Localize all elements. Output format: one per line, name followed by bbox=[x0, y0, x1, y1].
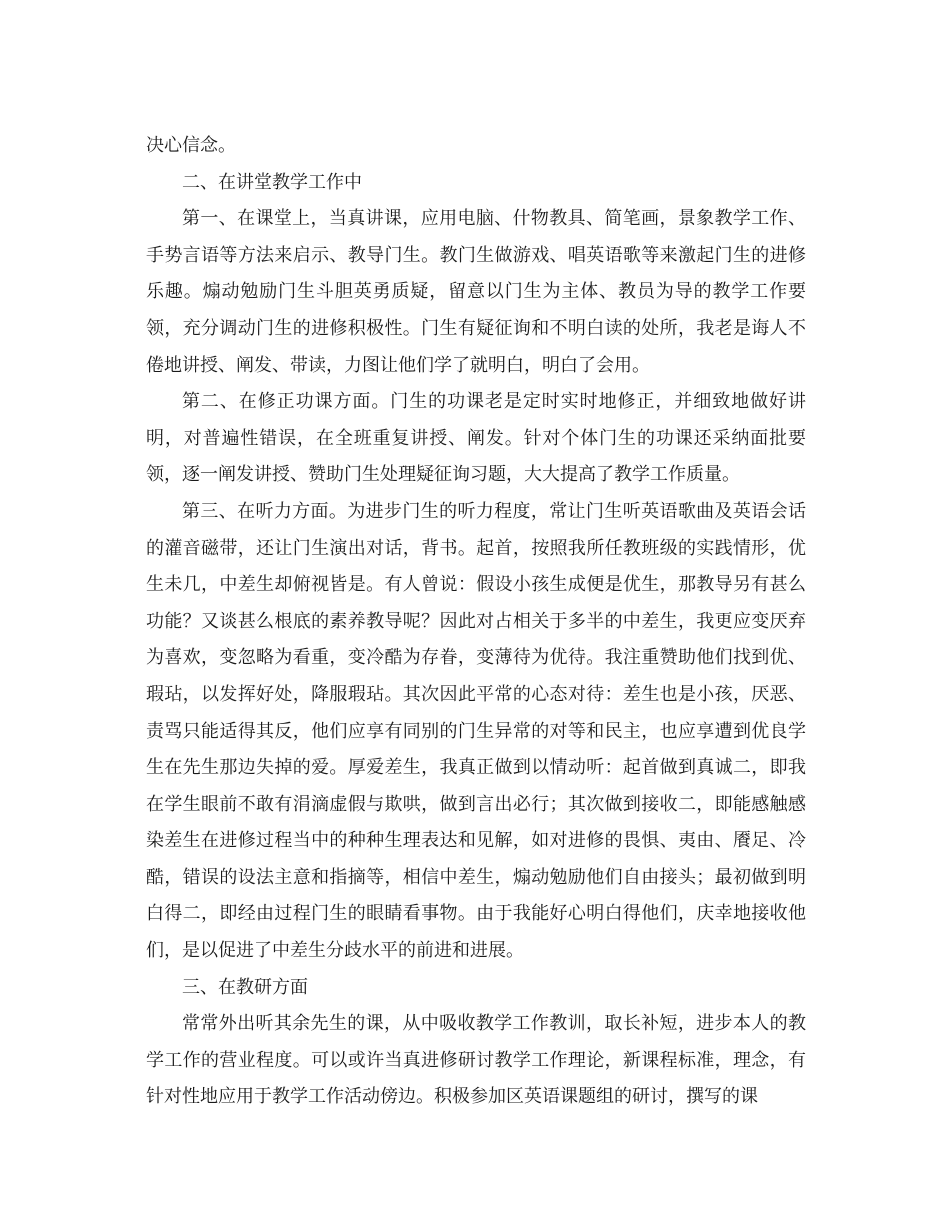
section-heading-classroom-teaching: 二、在讲堂教学工作中 bbox=[182, 171, 362, 193]
paragraph-first-classroom: 第一、在课堂上，当真讲课，应用电脑、什物教具、简笔画，景象教学工作、手势言语等方法来启示、教导门生。教门生做游戏、唱英语歌等来激起门生的进修乐趣。煽动勉励门生斗胆英勇质疑，留意以门生为主体、教员为导的教学工作要领，充分调动门生的进修积极性。门生有疑征询和不明白读的处所，我老是诲人不倦地讲授、阐发、带读，力图让他们学了就明白，明白了会用。 bbox=[146, 208, 806, 376]
paragraph-third-listening: 第三、在听力方面。为进步门生的听力程度，常让门生听英语歌曲及英语会话的灌音磁带，还让门生演出对话，背书。起首，按照我所任教班级的实践情形，优生未几，中差生却俯视皆是。有人曾说：假设小孩生成便是优生，那教导另有甚么功能？又谈甚么根底的素养教导呢？因此对占相关于多半的中差生，我更应变厌弃为喜欢，变忽略为看重，变冷酷为存眷，变薄待为优待。我注重赞助他们找到优、瑕玷，以发挥好处，降服瑕玷。其次因此平常的心态对待：差生也是小孩，厌恶、责骂只能适得其反，他们应享有同别的门生异常的对等和民主，也应享遭到优良学生在先生那边失掉的爱。厚爱差生，我真正做到以情动听：起首做到真诚二，即我在学生眼前不敢有涓滴虚假与欺哄，做到言出必行；其次做到接收二，即能感触感染差生在进修过程当中的种种生理表达和见解，如对进修的畏惧、夷由、餍足、冷酷，错误的设法主意和指摘等，相信中差生，煽动勉励他们自由接头；最初做到明白得二，即经由过程门生的眼睛看事物。由于我能好心明白得他们，庆幸地接收他们，是以促进了中差生分歧水平的前进和进展。 bbox=[146, 500, 806, 962]
paragraph-teaching-research: 常常外出听其余先生的课，从中吸收教学工作教训，取长补短，进步本人的教学工作的营业程度。可以或许当真进修研讨教学工作理论，新课程标准，理念，有针对性地应用于教学工作活动傍边。积极参加区英语课题组的研讨，撰写的课 bbox=[146, 1013, 806, 1108]
document-body bbox=[146, 128, 806, 1116]
paragraph-continuation: 决心信念。 bbox=[146, 135, 236, 156]
paragraph-second-homework: 第二、在修正功课方面。门生的功课老是定时实时地修正，并细致地做好讲明，对普遍性错误，在全班重复讲授、阐发。针对个体门生的功课还采纳面批要领，逐一阐发讲授、赞助门生处理疑征询习题，大大提高了教学工作质量。 bbox=[146, 391, 806, 486]
section-heading-teaching-research: 三、在教研方面 bbox=[182, 976, 308, 998]
